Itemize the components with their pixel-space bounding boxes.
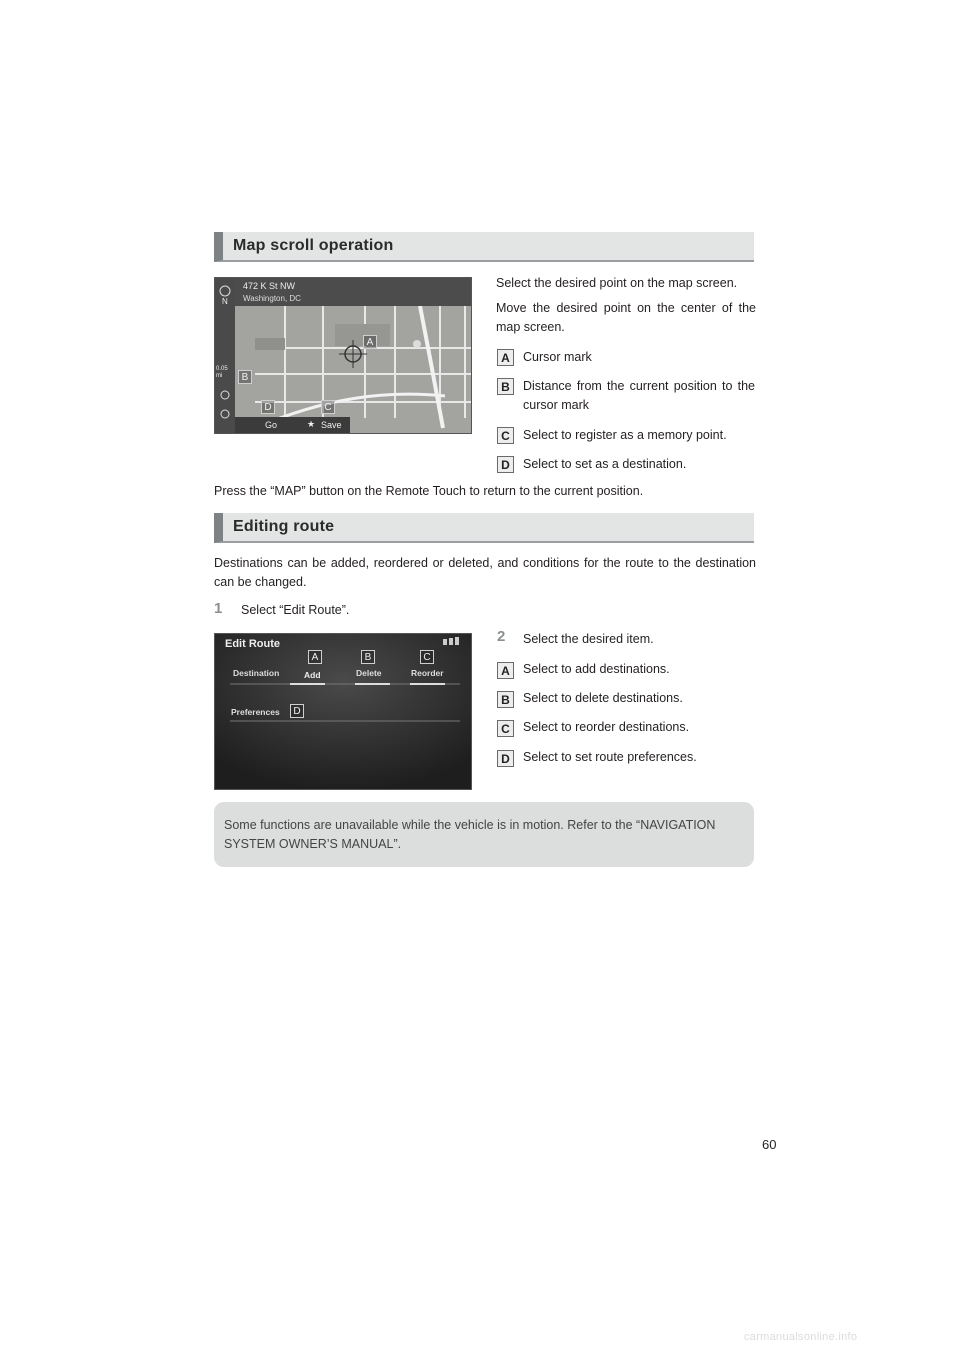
section-header-map-scroll — [214, 232, 754, 262]
step-2-text: Select the desired item. — [523, 632, 654, 646]
map-label-d: D — [261, 400, 275, 414]
map-footer-text: Press the “MAP” button on the Remote Touch to return to the current position. — [214, 484, 644, 498]
edit-label-c: C — [420, 650, 434, 664]
delete-button[interactable]: Delete — [356, 668, 382, 678]
reorder-button[interactable]: Reorder — [411, 668, 444, 678]
map-scale: 0.05 mi — [216, 366, 228, 379]
destination-label: Destination — [233, 668, 280, 678]
map-label-b: B — [238, 370, 252, 384]
edit-label-b: B — [361, 650, 375, 664]
preferences-button[interactable]: Preferences — [231, 707, 280, 717]
map-address: 472 K St NW — [243, 281, 296, 291]
edit-callout-d: D — [497, 750, 514, 767]
map-label-c: C — [321, 400, 335, 414]
section-title: Editing route — [233, 518, 335, 535]
edit-callout-b-text: Select to delete destinations. — [523, 691, 683, 705]
callout-d: D — [497, 456, 514, 473]
footer-watermark: carmanualsonline.info — [744, 1331, 858, 1343]
callout-b-text: Distance from the current position to the cursor mark — [523, 379, 755, 412]
callout-a: A — [497, 349, 514, 366]
edit-callout-a-text: Select to add destinations. — [523, 662, 670, 676]
star-icon: ★ — [307, 419, 316, 429]
edit-route-screenshot — [214, 633, 472, 790]
map-city: Washington, DC — [243, 294, 301, 303]
callout-a-text: Cursor mark — [523, 350, 592, 364]
section-title: Map scroll operation — [233, 237, 394, 254]
edit-callout-a: A — [497, 662, 514, 679]
map-screenshot — [214, 277, 472, 434]
map-label-a: A — [363, 335, 377, 349]
callout-c-text: Select to register as a memory point. — [523, 428, 727, 442]
callout-c: C — [497, 427, 514, 444]
note-text: Some functions are unavailable while the vehicle is in motion. Refer to the “NAVIGATION SYSTEM OWNER’S MANUAL”. — [224, 818, 716, 851]
save-button[interactable]: Save — [321, 420, 342, 430]
editing-intro: Destinations can be added, reordered or deleted, and conditions for the route to the destination can be changed. — [214, 556, 756, 589]
step-number-1: 1 — [214, 600, 223, 617]
edit-label-a: A — [308, 650, 322, 664]
step-number-2: 2 — [497, 628, 506, 645]
note-box — [214, 802, 754, 867]
edit-label-d: D — [290, 704, 304, 718]
compass-icon: N — [222, 297, 228, 306]
edit-callout-b: B — [497, 691, 514, 708]
go-button[interactable]: Go — [265, 420, 278, 430]
map-intro-2: Move the desired point on the center of the map screen. — [496, 301, 756, 334]
callout-d-text: Select to set as a destination. — [523, 457, 687, 471]
step-1-text: Select “Edit Route”. — [241, 603, 350, 617]
edit-callout-c: C — [497, 720, 514, 737]
section-header-editing-route — [214, 513, 754, 543]
add-button[interactable]: Add — [304, 670, 321, 680]
edit-route-title: Edit Route — [225, 638, 280, 650]
callout-b: B — [497, 378, 514, 395]
edit-callout-c-text: Select to reorder destinations. — [523, 720, 690, 734]
page-number: 60 — [762, 1137, 777, 1152]
map-intro-1: Select the desired point on the map screen. — [496, 276, 738, 290]
edit-callout-d-text: Select to set route preferences. — [523, 750, 697, 764]
